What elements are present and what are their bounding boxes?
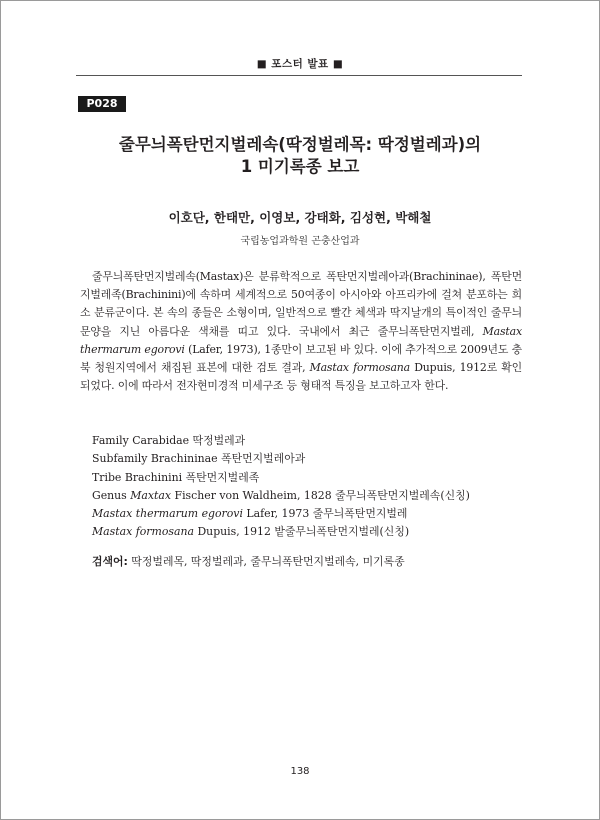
keywords-text: 딱정벌레목, 딱정벌레과, 줄무늬폭탄먼지벌레속, 미기록종	[127, 555, 405, 568]
species-1-suffix: Lafer, 1973 줄무늬폭탄먼지벌레	[242, 507, 408, 521]
species-2-suffix: Dupuis, 1912 밭줄무늬폭탄먼지벌레(신칭)	[193, 525, 410, 539]
species-name-2: Mastax formosana	[309, 361, 411, 375]
taxonomy-species-2	[92, 523, 532, 541]
taxonomy-subfamily: Subfamily Brachininae 폭탄먼지벌레아과	[92, 452, 306, 466]
affiliation: 국립농업과학원 곤충산업과	[240, 236, 360, 247]
genus-name: Maxtax	[130, 488, 172, 502]
abstract-text-2: (Lafer, 1973), 1종만이 보고된 바 있다. 이에 추가적으로 2009년도 충북 청원지역에서 채집된 표본에 대한 검토 결과,	[80, 342, 522, 375]
genus-suffix: Fischer von Waldheim, 1828 줄무늬폭탄먼지벌레속(신칭)	[171, 488, 470, 502]
section-header: ■ 포스터 발표 ■	[256, 58, 344, 70]
genus-prefix: Genus	[92, 488, 131, 502]
taxonomy-species-1	[92, 505, 532, 523]
author-list: 이호단, 한태만, 이영보, 강태화, 김성현, 박해철	[168, 210, 432, 225]
header-divider	[76, 75, 522, 76]
paper-title	[60, 134, 540, 178]
species-1-name: Mastax thermarum egorovi	[92, 507, 243, 521]
taxonomy-family: Family Carabidae 딱정벌레과	[92, 434, 246, 447]
keywords-label: 검색어:	[92, 555, 128, 568]
title-line-2: 1 미기록종 보고	[240, 157, 360, 176]
abstract-text-3: Dupuis, 1912로 확인되었다. 이에 따라서 전자현미경적 미세구조 등 형태적 특징을 보고하고자 한다.	[80, 361, 522, 393]
abstract-paragraph	[80, 268, 522, 395]
species-2-name: Mastax formosana	[92, 525, 194, 539]
species-name-1: Mastax thermarum egorovi	[80, 324, 522, 356]
keywords	[92, 553, 532, 569]
title-line-1: 줄무늬폭탄먼지벌레속(딱정벌레목: 딱정벌레과)의	[118, 135, 482, 154]
taxonomy-list	[92, 432, 532, 542]
taxonomy-genus	[92, 487, 532, 505]
poster-code-badge: P028	[78, 96, 126, 112]
abstract-text-1: 줄무늬폭탄먼지벌레속(Mastax)은 분류학적으로 폭탄먼지벌레아과(Brachininae), 폭탄먼지벌레족(Brachinini)에 속하며 세계적으로 50여종이 아시아와 아프리카에 걸쳐 분포하는 희소 분류군이다. 본 속의 종들은 소형이며, 일반적으로 빨간 체색과 딱지날개의 특이적인 줄무늬 문양을 지닌 아름다운 색채를 띠고 있다. 국내에서 최근 줄무늬폭탄먼지벌레,	[80, 270, 522, 338]
page-number: 138	[290, 766, 310, 777]
taxonomy-tribe: Tribe Brachinini 폭탄먼지벌레족	[92, 470, 260, 484]
